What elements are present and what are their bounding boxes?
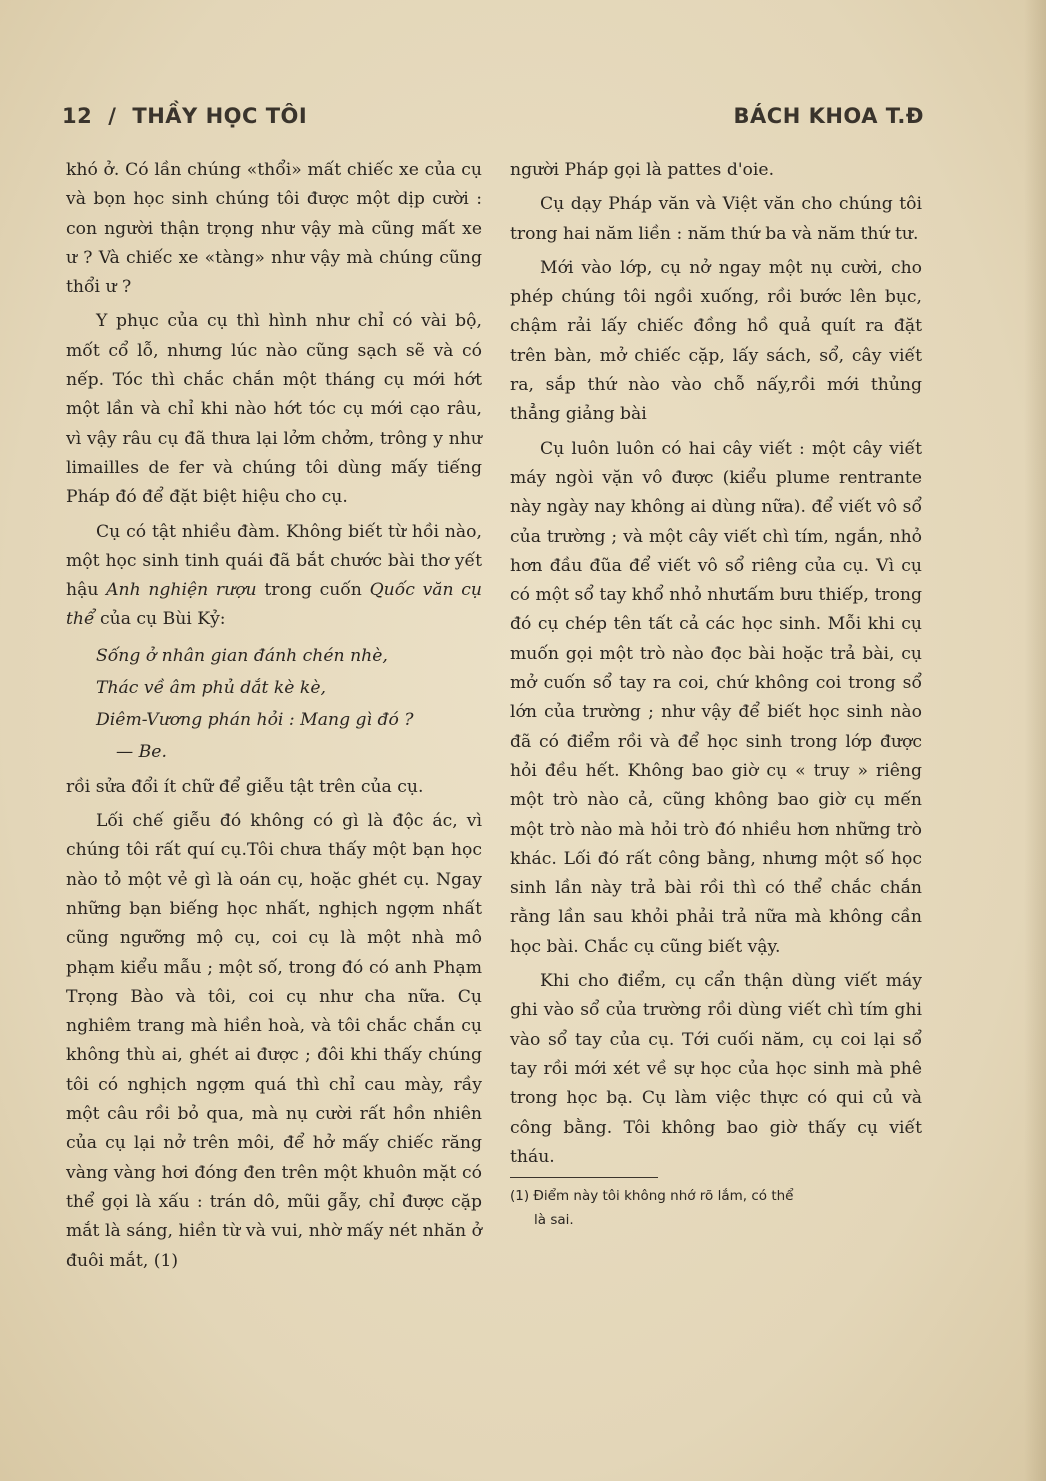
paragraph: Khi cho điểm, cụ cẩn thận dùng viết máy ghi vào sổ của trường rồi dùng viết chì tím ghi vào sổ tay của cụ. Tới cuối năm, cụ coi lại sổ tay rồi mới xét về sự học của học sinh mà phê trong học bạ. Cụ làm việc thực có qui củ và công bằng. Tôi không bao giờ thấy cụ viết tháu. — [510, 971, 922, 1167]
paragraph: rồi sửa đổi ít chữ để giễu tật trên của cụ. — [66, 776, 424, 797]
magazine-name: BÁCH KHOA T.Đ — [733, 104, 924, 128]
poem-title: Anh nghiện rượu — [106, 580, 257, 601]
paragraph: Mới vào lớp, cụ nở ngay một nụ cười, cho phép chúng tôi ngồi xuống, rồi bước lên bục, chậm rải lấy chiếc đồng hồ quả quít ra đặt trên bàn, mở chiếc cặp, lấy sách, sổ, cây viết ra, sắp thứ nào vào chỗ nấy,rồi mới thủng thẳng giảng bài — [510, 257, 922, 425]
paragraph: người Pháp gọi là pattes d'oie. — [510, 160, 775, 180]
header-separator: / — [108, 104, 117, 128]
poem-line: Sống ở nhân gian đánh chén nhè, — [96, 645, 388, 666]
header-left — [62, 104, 307, 128]
page-edge-shadow — [1024, 0, 1046, 1481]
footnote-marker: (1) — [510, 1188, 530, 1205]
footnote-text-continued: là sai. — [534, 1212, 574, 1229]
poem — [66, 640, 482, 768]
poem-line: Diêm-Vương phán hỏi : Mang gì đó ? — [96, 709, 414, 730]
page-number: 12 — [62, 104, 93, 128]
paragraph: Cụ dạy Pháp văn và Việt văn cho chúng tôi trong hai năm liền : năm thứ ba và năm thứ tư. — [510, 194, 922, 244]
poem-line: Thác về âm phủ dắt kè kè, — [96, 677, 326, 698]
paragraph: Cụ có tật nhiều đàm. Không biết từ hồi nào, một học sinh tinh quái đã bắt chước bài thơ yết hậu Anh nghiện rượu trong cuốn Quốc văn cụ thể của cụ Bùi Kỷ: — [66, 521, 483, 630]
article-title: THẦY HỌC TÔI — [132, 104, 308, 128]
footnote-rule — [510, 1177, 658, 1178]
right-column — [510, 156, 922, 1237]
book-title: Quốc văn cụ thể — [66, 580, 483, 630]
paragraph: Lối chế giễu đó không có gì là độc ác, vì chúng tôi rất quí cụ.Tôi chưa thấy một bạn học nào tỏ một vẻ gì là oán cụ, hoặc ghét cụ. Ngay những bạn biếng học nhất, nghịch ngợm nhất cũng ngưỡng mộ cụ, coi cụ là một nhà mô phạm kiểu mẫu ; một số, trong đó có anh Phạm Trọng Bào và tôi, coi cụ như cha nữa. Cụ nghiêm trang mà hiền hoà, và tôi chắc chắn cụ không thù ai, ghét ai được ; đôi khi thấy chúng tôi có nghịch ngợm quá thì chỉ cau mày, rầy một câu rồi bỏ qua, mà nụ cười rất hồn nhiên của cụ lại nở trên môi, để hở mấy chiếc răng vàng vàng hơi đóng đen trên một khuôn mặt có thể gọi là xấu : trán dô, mũi gẫy, chỉ được cặp mắt là sáng, hiền từ và vui, nhờ mấy nét nhăn ở đuôi mắt, (1) — [66, 811, 482, 1271]
paragraph: Cụ luôn luôn có hai cây viết : một cây viết máy ngòi vặn vô được (kiểu plume rentrante này ngày nay không ai dùng nữa). để viết vô sổ của trường ; và một cây viết chì tím, ngắn, nhỏ hơn đầu đũa để viết vô sổ riêng của cụ. Vì cụ có một sổ tay khổ nhỏ nhưtấm bưu thiếp, trong đó cụ chép tên tất cả các học sinh. Mỗi khi cụ muốn gọi một trò nào đọc bài hoặc trả bài, cụ mở cuốn sổ tay ra coi, chứ không coi trong sổ lớn của trường ; như vậy để biết học sinh nào đã có điểm rồi và để học sinh trong lớp được hỏi đều hết. Không bao giờ cụ « truy » riêng một trò nào cả, cũng không bao giờ cụ mến một trò nào mà hỏi trò đó nhiều hơn những trò khác. Lối đó rất công bằng, nhưng một số học sinh lần này trả bài rồi thì có thể chắc chắn rằng lần sau khỏi phải trả nữa mà không cần học bài. Chắc cụ cũng biết vậy. — [510, 438, 922, 957]
paragraph: Y phục của cụ thì hình như chỉ có vài bộ, mốt cổ lỗ, nhưng lúc nào cũng sạch sẽ và có nếp. Tóc thì chắc chắn một tháng cụ mới hớt một lần và chỉ khi nào hớt tóc cụ mới cạo râu, vì vậy râu cụ đã thưa lại lởm chởm, trông y như limailles de fer và chúng tôi dùng mấy tiếng Pháp đó để đặt biệt hiệu cho cụ. — [66, 311, 482, 508]
running-header — [62, 98, 924, 134]
left-column — [66, 156, 482, 1281]
footnote-text: Điểm này tôi không nhớ rõ lắm, có thể — [533, 1188, 794, 1205]
paragraph: khó ở. Có lần chúng «thổi» mất chiếc xe của cụ và bọn học sinh chúng tôi được một dịp cười : con người thận trọng như vậy mà cũng mất xe ư ? Và chiếc xe «tàng» như vậy mà chúng cũng thổi ư ? — [66, 160, 482, 298]
footnote — [510, 1184, 922, 1232]
poem-line: — Be. — [116, 741, 167, 762]
